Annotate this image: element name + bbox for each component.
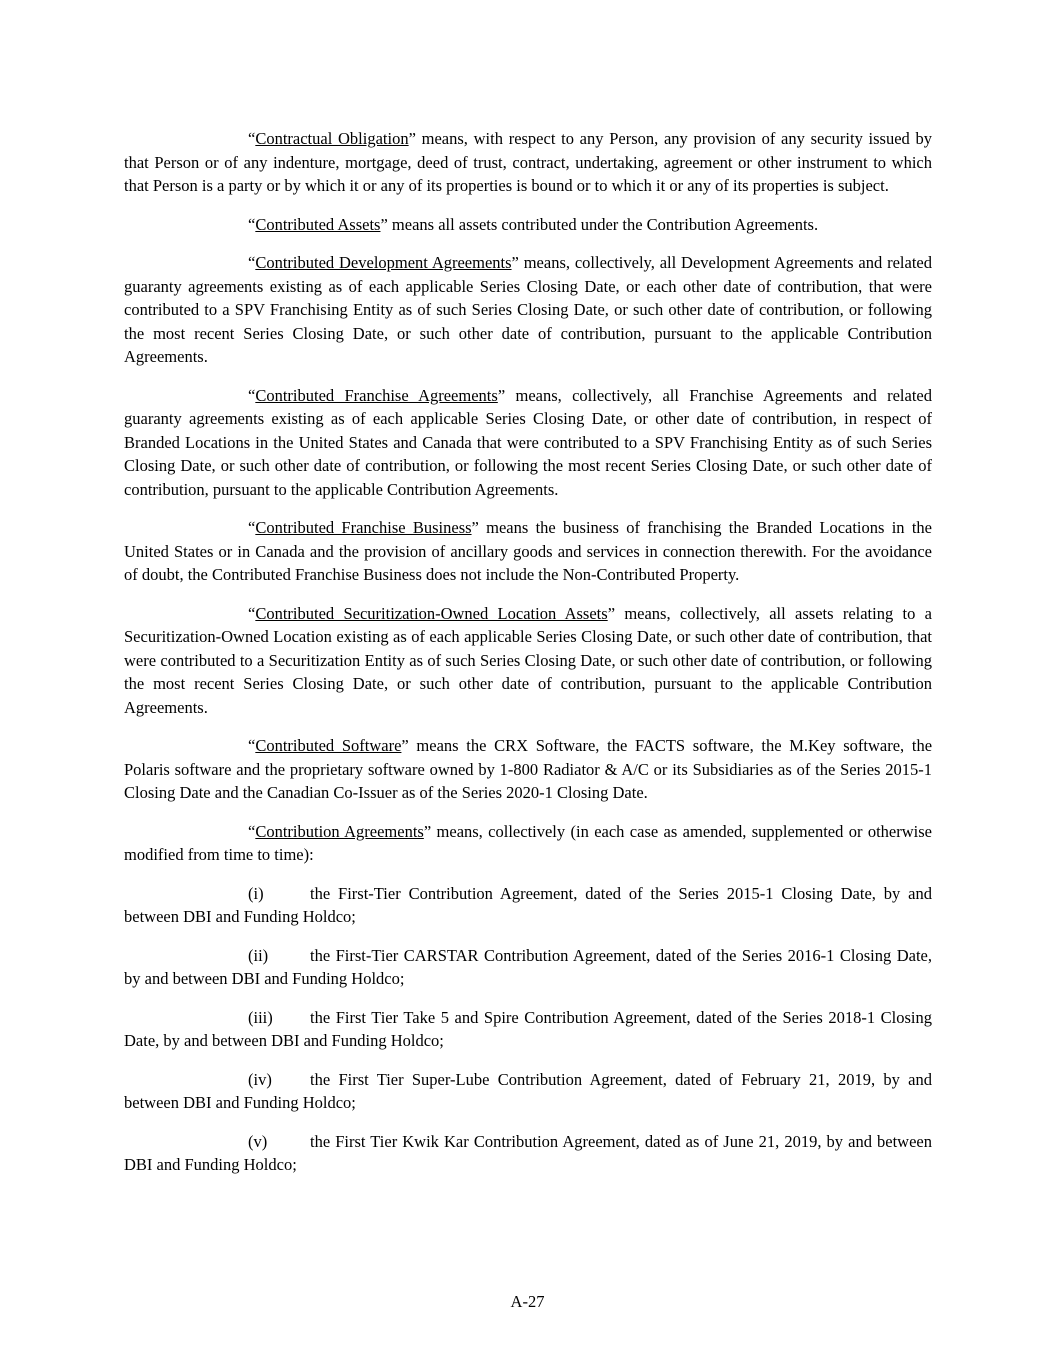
list-item bbox=[124, 1068, 932, 1115]
definition-paragraph bbox=[124, 602, 932, 720]
list-text: the First Tier Super-Lube Contribution Agreement, dated of February 21, 2019, by and between DBI and Funding Holdco; bbox=[124, 1069, 932, 1112]
definition-paragraph bbox=[124, 820, 932, 867]
definition-term: Contributed Development Agreements bbox=[255, 253, 512, 272]
definition-body: ” means, collectively (in each case as amended, supplemented or otherwise modified from time to time): bbox=[124, 821, 932, 864]
definition-paragraph bbox=[124, 251, 932, 369]
list-marker: (ii) bbox=[248, 945, 269, 965]
page-number: A-27 bbox=[510, 1291, 545, 1311]
definition-body: ” means, with respect to any Person, any provision of any security issued by that Person or of any indenture, mortgage, deed of trust, contract, undertaking, agreement or other instrument to which that Person is a party or by which it or any of its properties is bound or to which it or any of its properties is subject. bbox=[124, 129, 932, 195]
definition-paragraph bbox=[124, 127, 932, 198]
definition-body: ” means the CRX Software, the FACTS software, the M.Key software, the Polaris software and the proprietary software owned by 1-800 Radiator & A/C or its Subsidiaries as of the Series 2015-1 Closing Date and the Canadian Co-Issuer as of the Series 2020-1 Closing Date. bbox=[124, 736, 933, 802]
list-text: the First-Tier Contribution Agreement, dated of the Series 2015-1 Closing Date, by and between DBI and Funding Holdco; bbox=[124, 883, 932, 926]
open-quote: “ bbox=[248, 385, 256, 405]
list-text: the First-Tier CARSTAR Contribution Agreement, dated of the Series 2016-1 Closing Date, by and between DBI and Funding Holdco; bbox=[124, 945, 932, 988]
list-marker: (iv) bbox=[248, 1069, 272, 1089]
list-item bbox=[124, 882, 932, 929]
definition-term: Contributed Assets bbox=[255, 214, 381, 234]
definition-term: Contributed Franchise Agreements bbox=[255, 385, 498, 405]
open-quote: “ bbox=[248, 736, 256, 755]
open-quote: “ bbox=[248, 603, 256, 623]
list-item bbox=[124, 1130, 932, 1177]
definition-term: Contribution Agreements bbox=[255, 821, 424, 841]
list-item bbox=[124, 1006, 932, 1053]
definition-paragraph bbox=[124, 384, 932, 502]
definition-term: Contributed Franchise Business bbox=[255, 518, 472, 537]
definition-body: ” means, collectively, all assets relating to a Securitization-Owned Location existing as of each applicable Series Closing Date, or such other date of contribution, that were contributed to a Securitization Entity as of such Series Closing Date, or such other date of contribution, or following the most recent Series Closing Date, or such other date of contribution, pursuant to the applicable Contribution Agreements. bbox=[124, 603, 932, 717]
list-marker: (v) bbox=[248, 1131, 268, 1151]
list-item bbox=[124, 944, 932, 991]
open-quote: “ bbox=[248, 518, 256, 537]
definition-term: Contractual Obligation bbox=[255, 129, 409, 148]
definition-body: ” means the business of franchising the Branded Locations in the United States or in Canada and the provision of ancillary goods and services in connection therewith. For the avoidance of doubt, the Contributed Franchise Business does not include the Non-Contributed Property. bbox=[124, 518, 932, 584]
list-marker: (i) bbox=[248, 883, 264, 903]
definition-paragraph bbox=[124, 734, 932, 805]
definition-paragraph bbox=[124, 213, 932, 237]
definition-paragraph bbox=[124, 516, 932, 587]
open-quote: “ bbox=[248, 214, 256, 234]
open-quote: “ bbox=[248, 129, 256, 148]
definition-term: Contributed Software bbox=[255, 736, 402, 755]
list-marker: (iii) bbox=[248, 1007, 273, 1027]
definition-term: Contributed Securitization-Owned Location Assets bbox=[255, 603, 608, 623]
definition-body: ” means all assets contributed under the Contribution Agreements. bbox=[380, 214, 819, 234]
list-text: the First Tier Kwik Kar Contribution Agreement, dated as of June 21, 2019, by and between DBI and Funding Holdco; bbox=[124, 1131, 932, 1174]
definition-body: ” means, collectively, all Franchise Agreements and related guaranty agreements existing as of each applicable Series Closing Date, or other date of contribution, in respect of Branded Locations in the United States and Canada that were contributed to a SPV Franchising Entity as of such Series Closing Date, or such other date of contribution, or following the most recent Series Closing Date, or such other date of contribution, pursuant to the applicable Contribution Agreements. bbox=[124, 385, 932, 499]
open-quote: “ bbox=[248, 253, 256, 272]
list-text: the First Tier Take 5 and Spire Contribution Agreement, dated of the Series 2018-1 Closing Date, by and between DBI and Funding Holdco; bbox=[124, 1007, 932, 1050]
open-quote: “ bbox=[248, 821, 256, 841]
definition-body: ” means, collectively, all Development Agreements and related guaranty agreements existing as of each applicable Series Closing Date, or each other date of contribution, that were contributed to a SPV Franchising Entity as of such Series Closing Date, or such other date of contribution, or following the most recent Series Closing Date, or such other date of contribution, pursuant to the applicable Contribution Agreements. bbox=[124, 253, 932, 366]
